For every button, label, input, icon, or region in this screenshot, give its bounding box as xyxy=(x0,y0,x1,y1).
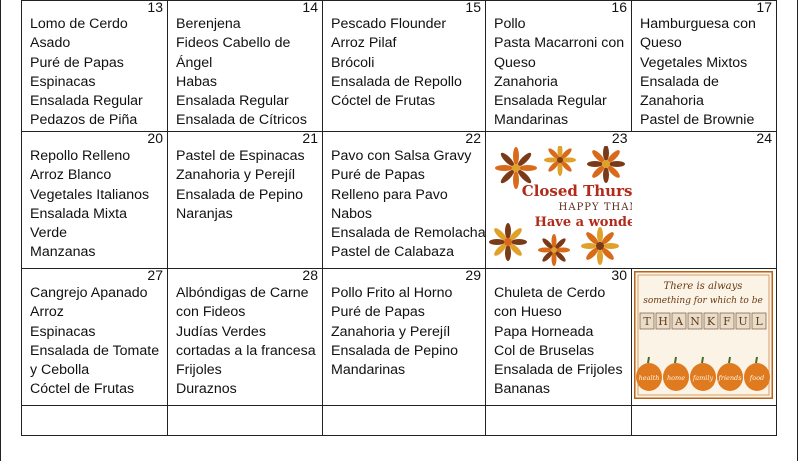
thankful-card xyxy=(634,271,773,399)
menu-item: con Hueso xyxy=(494,304,562,321)
menu-item: Zanahoria xyxy=(494,73,558,90)
menu-item: Espinacas xyxy=(30,323,96,340)
menu-item: Pastel de Espinacas xyxy=(176,148,305,164)
menu-item: Pasta Macarroni con xyxy=(494,35,625,52)
thankful-letter: F xyxy=(723,315,731,328)
menu-item: Ensalada de xyxy=(640,73,719,90)
day-cell xyxy=(22,406,168,436)
thankful-line1: There is always xyxy=(663,281,743,292)
day-cell xyxy=(632,269,777,406)
menu-item: Fideos Cabello de xyxy=(176,35,291,52)
day-number: 27 xyxy=(147,267,163,283)
menu-item: Ensalada de Cítricos xyxy=(176,112,307,129)
menu-list xyxy=(168,147,322,224)
menu-item: Asado xyxy=(30,35,71,52)
banner-closed-text: Closed Thursday & Friday xyxy=(521,182,739,200)
day-number: 15 xyxy=(465,0,481,15)
menu-item: Repollo Relleno xyxy=(30,148,131,164)
week-row xyxy=(22,406,777,436)
day-cell xyxy=(22,1,168,132)
menu-item: Col de Bruselas xyxy=(494,342,595,359)
day-cell xyxy=(168,269,323,406)
menu-item: Cóctel de Frutas xyxy=(331,93,436,110)
menu-item: Lomo de Cerdo xyxy=(30,16,128,32)
day-number: 28 xyxy=(302,267,318,283)
menu-item: Albóndigas de Carne xyxy=(176,285,309,301)
pumpkin-word: family xyxy=(692,374,714,382)
menu-calendar xyxy=(21,0,777,436)
day-number: 29 xyxy=(465,267,481,283)
day-cell xyxy=(168,406,323,436)
menu-item: Zanahoria y Perejíl xyxy=(176,167,296,184)
day-cell xyxy=(168,1,323,132)
day-cell xyxy=(486,406,632,436)
thankful-letter: N xyxy=(690,315,700,328)
menu-item: Arroz Pilaf xyxy=(331,35,397,52)
menu-item: Bananas xyxy=(494,381,551,398)
menu-item: Judías Verdes xyxy=(176,323,266,340)
menu-list xyxy=(168,15,322,131)
day-number: 24 xyxy=(756,130,772,146)
menu-item: Pollo Frito al Horno xyxy=(331,285,453,301)
pumpkin-word: health xyxy=(638,374,660,382)
menu-item: Zanahoria xyxy=(640,93,704,110)
menu-item: Ensalada de Pepino xyxy=(176,186,304,203)
menu-item: Ensalada de Pepino xyxy=(331,342,459,359)
menu-item: Frijoles xyxy=(176,362,222,379)
menu-item: Papa Horneada xyxy=(494,323,594,340)
menu-item: Puré de Papas xyxy=(331,304,425,321)
day-number: 14 xyxy=(302,0,318,15)
menu-item: Pedazos de Piña xyxy=(30,112,138,129)
thankful-letter: T xyxy=(643,315,651,328)
thankful-letter: U xyxy=(738,315,748,328)
menu-item: Pescado Flounder xyxy=(331,16,447,32)
pumpkin-word: friends xyxy=(718,374,742,382)
day-cell xyxy=(323,406,486,436)
thankful-line2: something for which to be xyxy=(643,296,763,306)
week-row xyxy=(22,1,777,132)
thankful-letter: K xyxy=(706,315,716,328)
menu-item: Ensalada de Remolacha xyxy=(331,225,486,242)
menu-item: Duraznos xyxy=(176,381,237,398)
menu-item: Pastel de Brownie xyxy=(640,112,755,129)
menu-item: Ensalada Mixta xyxy=(30,205,127,222)
day-cell xyxy=(632,132,777,269)
menu-item: Nabos xyxy=(331,205,373,222)
menu-item: Ensalada Regular xyxy=(30,93,143,110)
day-number: 21 xyxy=(302,130,318,146)
menu-list xyxy=(22,147,167,263)
menu-item: Puré de Papas xyxy=(30,54,124,71)
menu-item: Zanahoria y Perejíl xyxy=(331,323,451,340)
menu-item: Pollo xyxy=(494,16,526,32)
menu-item: Vegetales Italianos xyxy=(30,186,150,203)
day-number: 23 xyxy=(611,131,628,146)
day-number: 20 xyxy=(147,130,163,146)
banner-happy-thanksgiving: HAPPY THANKSGIVING xyxy=(558,202,702,213)
day-cell xyxy=(323,132,486,269)
menu-item: Manzanas xyxy=(30,244,96,261)
day-number: 30 xyxy=(611,267,627,283)
menu-item: Ensalada de Frijoles xyxy=(494,362,623,379)
menu-item: Verde xyxy=(30,225,68,242)
menu-item: Mandarinas xyxy=(331,362,406,379)
menu-item: Vegetales Mixtos xyxy=(640,54,748,71)
thanksgiving-banner xyxy=(488,146,739,266)
day-cell xyxy=(168,132,323,269)
menu-item: Cóctel de Frutas xyxy=(30,381,135,398)
thankful-letter: H xyxy=(658,315,668,328)
menu-item: Hamburguesa con xyxy=(640,16,756,32)
menu-item: Chuleta de Cerdo xyxy=(494,285,606,301)
thankful-letter: A xyxy=(675,315,683,328)
menu-item: Berenjena xyxy=(176,16,241,32)
thankful-letter: L xyxy=(755,315,763,328)
menu-list xyxy=(486,15,631,131)
menu-item: con Fideos xyxy=(176,304,246,321)
day-number: 13 xyxy=(147,0,163,15)
menu-item: Ensalada Regular xyxy=(494,93,607,110)
menu-list xyxy=(486,284,631,400)
menu-list xyxy=(323,15,485,111)
week-row xyxy=(22,269,777,406)
menu-item: Cangrejo Apanado xyxy=(30,285,148,301)
menu-item: Arroz Blanco xyxy=(30,167,112,184)
menu-item: Naranjas xyxy=(176,205,233,222)
menu-item: Relleno para Pavo xyxy=(331,186,448,203)
menu-list xyxy=(323,284,485,380)
menu-item: cortadas a la francesa xyxy=(176,342,316,359)
pumpkin-word: home xyxy=(666,374,686,382)
day-cell xyxy=(323,269,486,406)
menu-item: Mandarinas xyxy=(494,112,569,129)
day-cell xyxy=(323,1,486,132)
day-cell xyxy=(632,1,777,132)
day-cell xyxy=(632,406,777,436)
menu-item: Arroz xyxy=(30,304,64,321)
menu-item: Puré de Papas xyxy=(331,167,425,184)
menu-item: Queso xyxy=(494,54,536,71)
banner-wonderful-holiday: Have a wonderful holiday! xyxy=(534,215,726,230)
day-cell xyxy=(22,132,168,269)
day-number: 17 xyxy=(756,0,772,15)
menu-list xyxy=(323,147,485,263)
day-cell xyxy=(486,1,632,132)
menu-list xyxy=(168,284,322,400)
menu-item: Pavo con Salsa Gravy xyxy=(331,148,472,164)
day-number: 22 xyxy=(465,130,481,146)
pumpkin-word: food xyxy=(749,374,765,382)
menu-item: Espinacas xyxy=(30,73,96,90)
menu-item: Ensalada Regular xyxy=(176,93,289,110)
menu-list xyxy=(22,15,167,131)
day-cell xyxy=(22,269,168,406)
menu-item: Ensalada de Tomate xyxy=(30,342,160,359)
menu-list xyxy=(632,15,776,131)
menu-item: Ángel xyxy=(176,54,213,71)
menu-item: Habas xyxy=(176,73,218,90)
day-cell xyxy=(486,131,739,269)
week-row xyxy=(22,132,777,269)
menu-item: Ensalada de Repollo xyxy=(331,73,462,90)
menu-item: Brócoli xyxy=(331,54,375,71)
menu-item: Queso xyxy=(640,35,682,52)
menu-item: Pastel de Calabaza xyxy=(331,244,455,261)
day-number: 16 xyxy=(611,0,627,15)
menu-list xyxy=(22,284,167,400)
day-cell xyxy=(486,269,632,406)
menu-item: y Cebolla xyxy=(30,362,90,379)
